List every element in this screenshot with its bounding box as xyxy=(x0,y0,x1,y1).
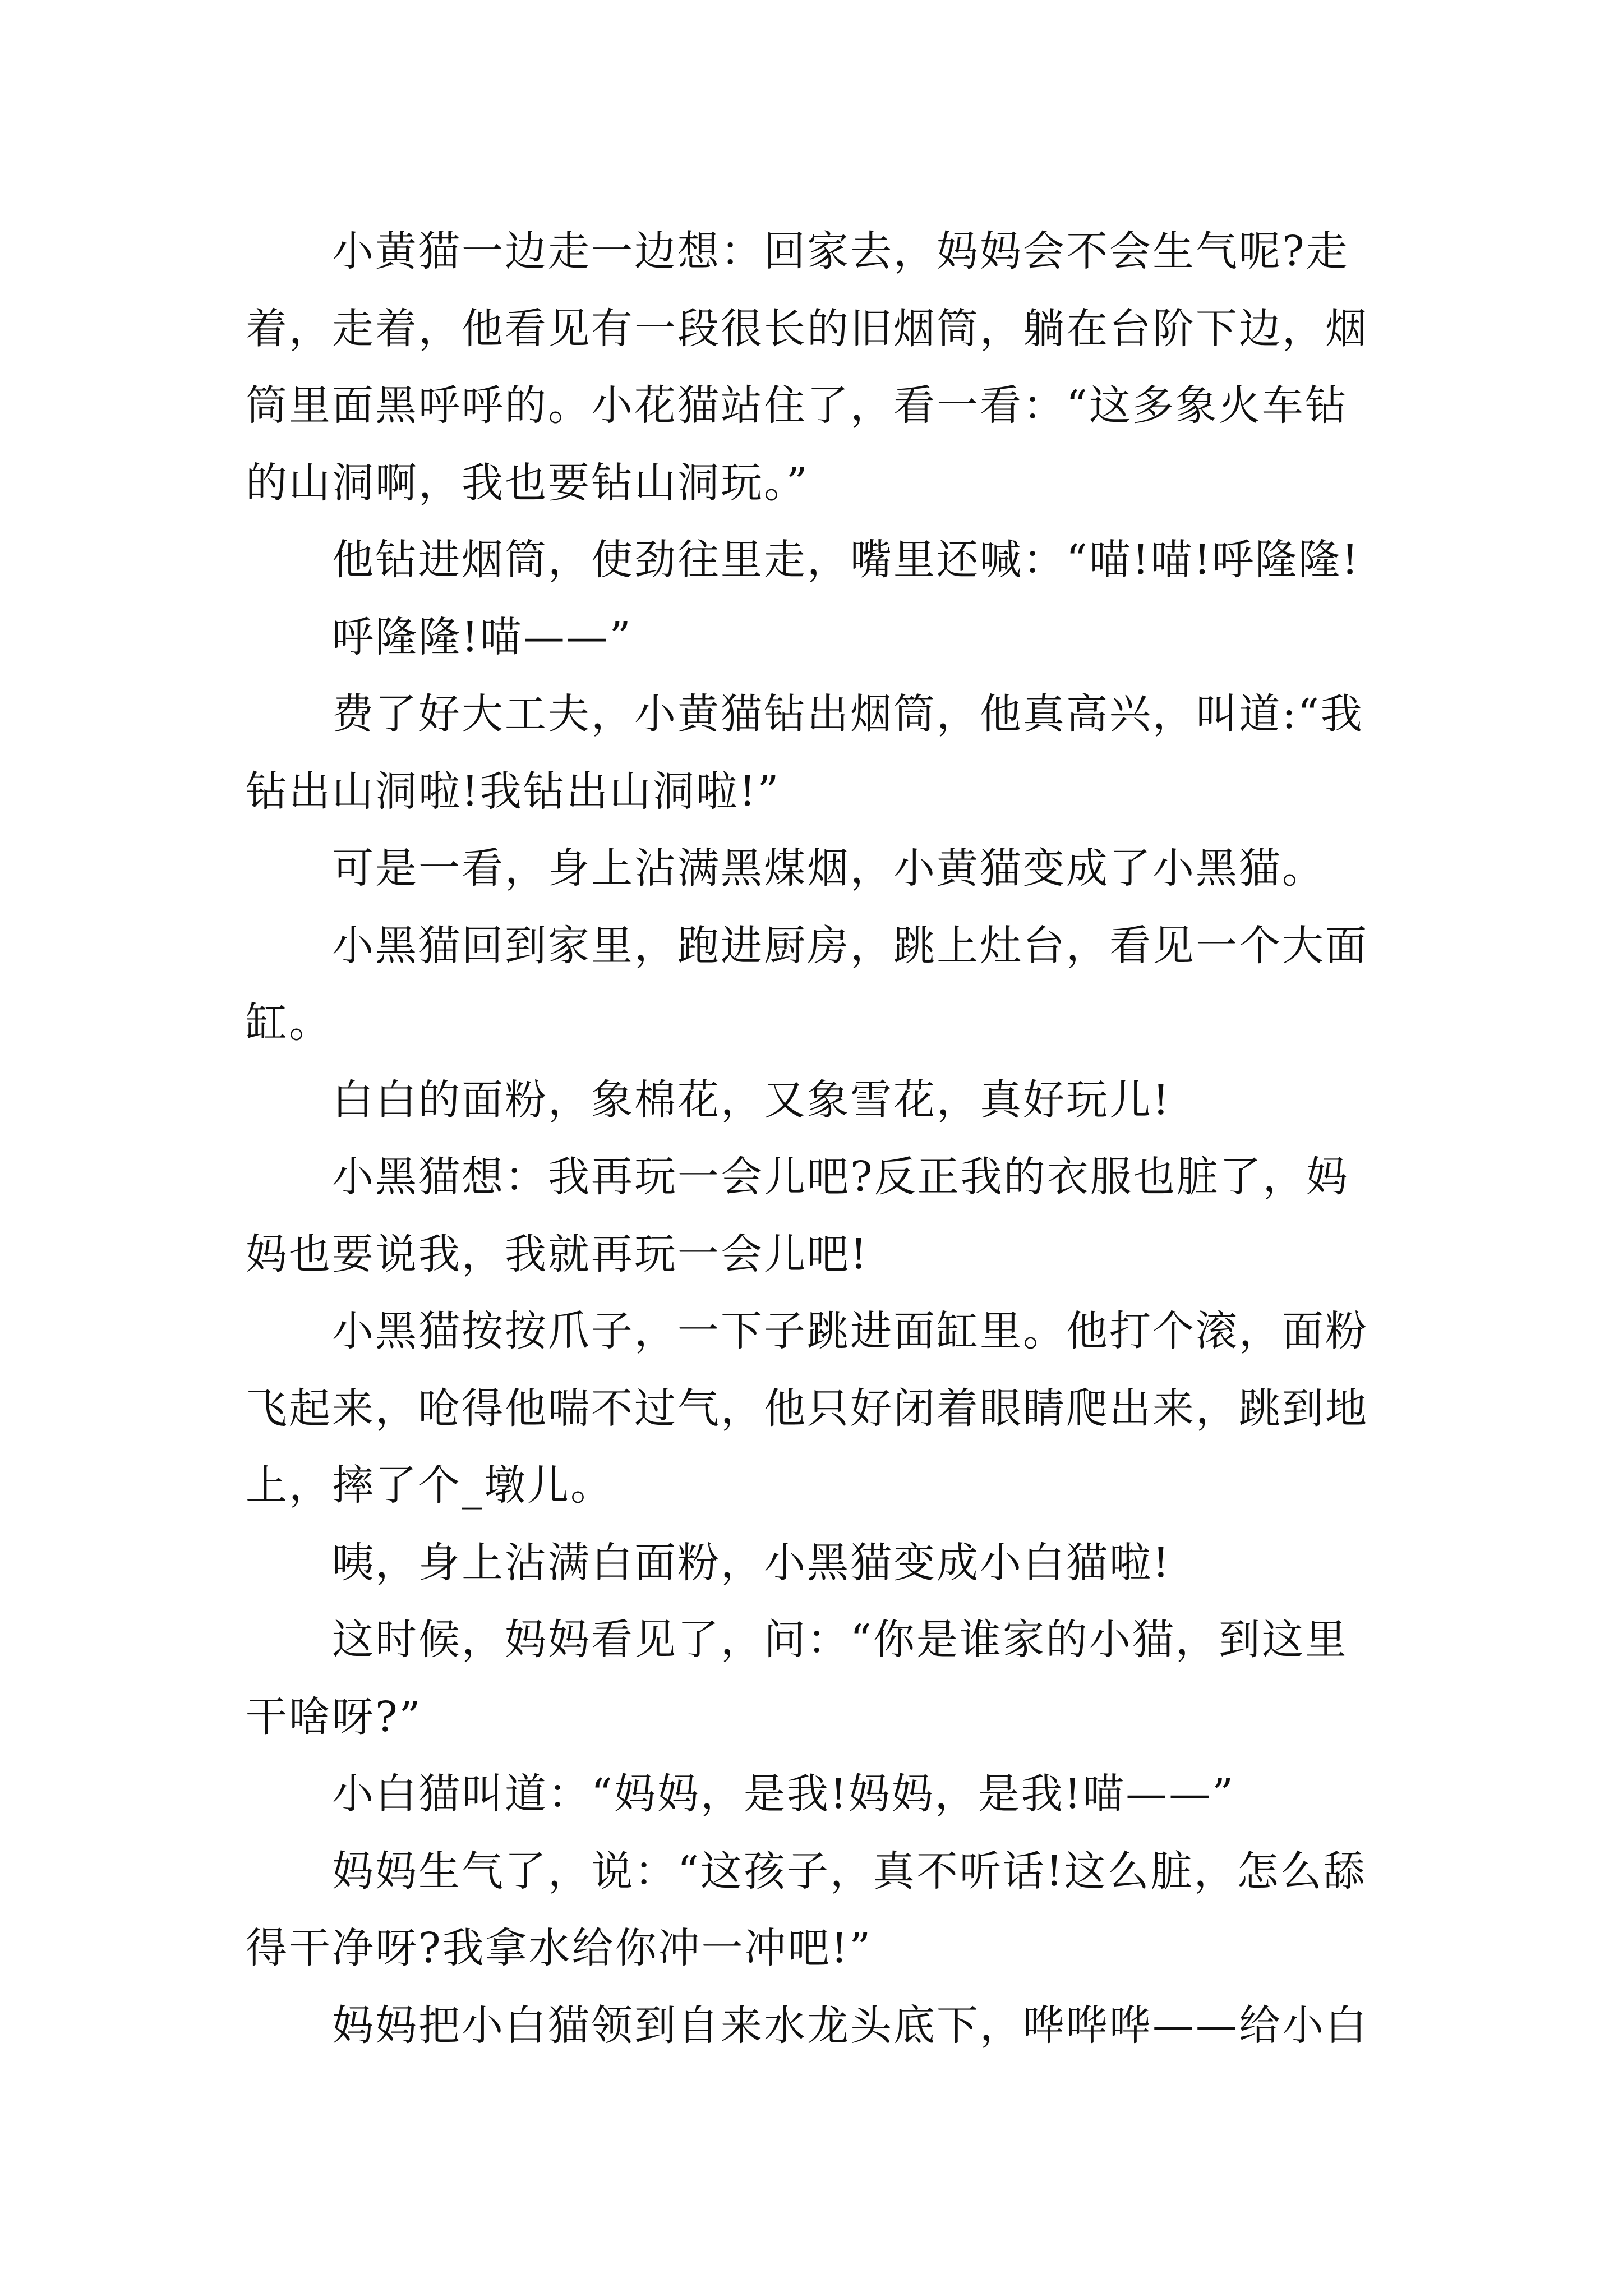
text-line: 妈妈把小白猫领到自来水龙头底下，哗哗哗——给小白 xyxy=(332,2001,1368,2050)
text-line: 咦，身上沾满白面粉，小黑猫变成小白猫啦! xyxy=(332,1538,1171,1587)
text-line: 可是一看，身上沾满黑煤烟，小黄猫变成了小黑猫。 xyxy=(332,844,1325,892)
text-line: 小黑猫回到家里，跑进厨房，跳上灶台，看见一个大面 xyxy=(332,921,1368,970)
text-line: 得干净呀?我拿水给你冲一冲吧!” xyxy=(246,1924,873,1972)
text-line: 飞起来，呛得他喘不过气，他只好闭着眼睛爬出来，跳到地 xyxy=(246,1384,1368,1433)
story-text xyxy=(246,213,1407,2064)
text-line: 干啥呀?” xyxy=(246,1692,422,1741)
text-line: 钻出山洞啦!我钻出山洞啦!” xyxy=(246,767,781,816)
text-line: 的山洞啊，我也要钻山洞玩。” xyxy=(246,458,809,507)
text-line: 他钻进烟筒，使劲往里走，嘴里还喊：“喵!喵!呼隆隆! xyxy=(332,536,1361,584)
text-line: 呼隆隆!喵——” xyxy=(332,613,633,661)
text-line: 小黑猫按按爪子，一下子跳进面缸里。他打个滚，面粉 xyxy=(332,1307,1368,1355)
text-line: 小黄猫一边走一边想：回家去，妈妈会不会生气呢?走 xyxy=(332,227,1349,275)
text-line: 费了好大工夫，小黄猫钻出烟筒，他真高兴，叫道:“我 xyxy=(332,690,1364,738)
text-line: 白白的面粉，象棉花，又象雪花，真好玩儿! xyxy=(332,1075,1171,1124)
text-line: 筒里面黑呼呼的。小花猫站住了，看一看：“这多象火车钻 xyxy=(246,381,1348,430)
text-line: 妈也要说我，我就再玩一会儿吧! xyxy=(246,1230,869,1278)
text-line: 这时候，妈妈看见了，问：“你是谁家的小猫，到这里 xyxy=(332,1616,1348,1664)
text-line: 小黑猫想：我再玩一会儿吧?反正我的衣服也脏了，妈 xyxy=(332,1153,1349,1201)
text-line: 小白猫叫道：“妈妈，是我!妈妈，是我!喵——” xyxy=(332,1770,1235,1818)
text-line: 缸。 xyxy=(246,999,332,1047)
text-line: 着，走着，他看见有一段很长的旧烟筒，躺在台阶下边，烟 xyxy=(246,304,1368,353)
text-line: 妈妈生气了，说：“这孩子，真不听话!这么脏，怎么舔 xyxy=(332,1847,1367,1895)
text-line: 上，摔了个_墩儿。 xyxy=(246,1461,614,1510)
